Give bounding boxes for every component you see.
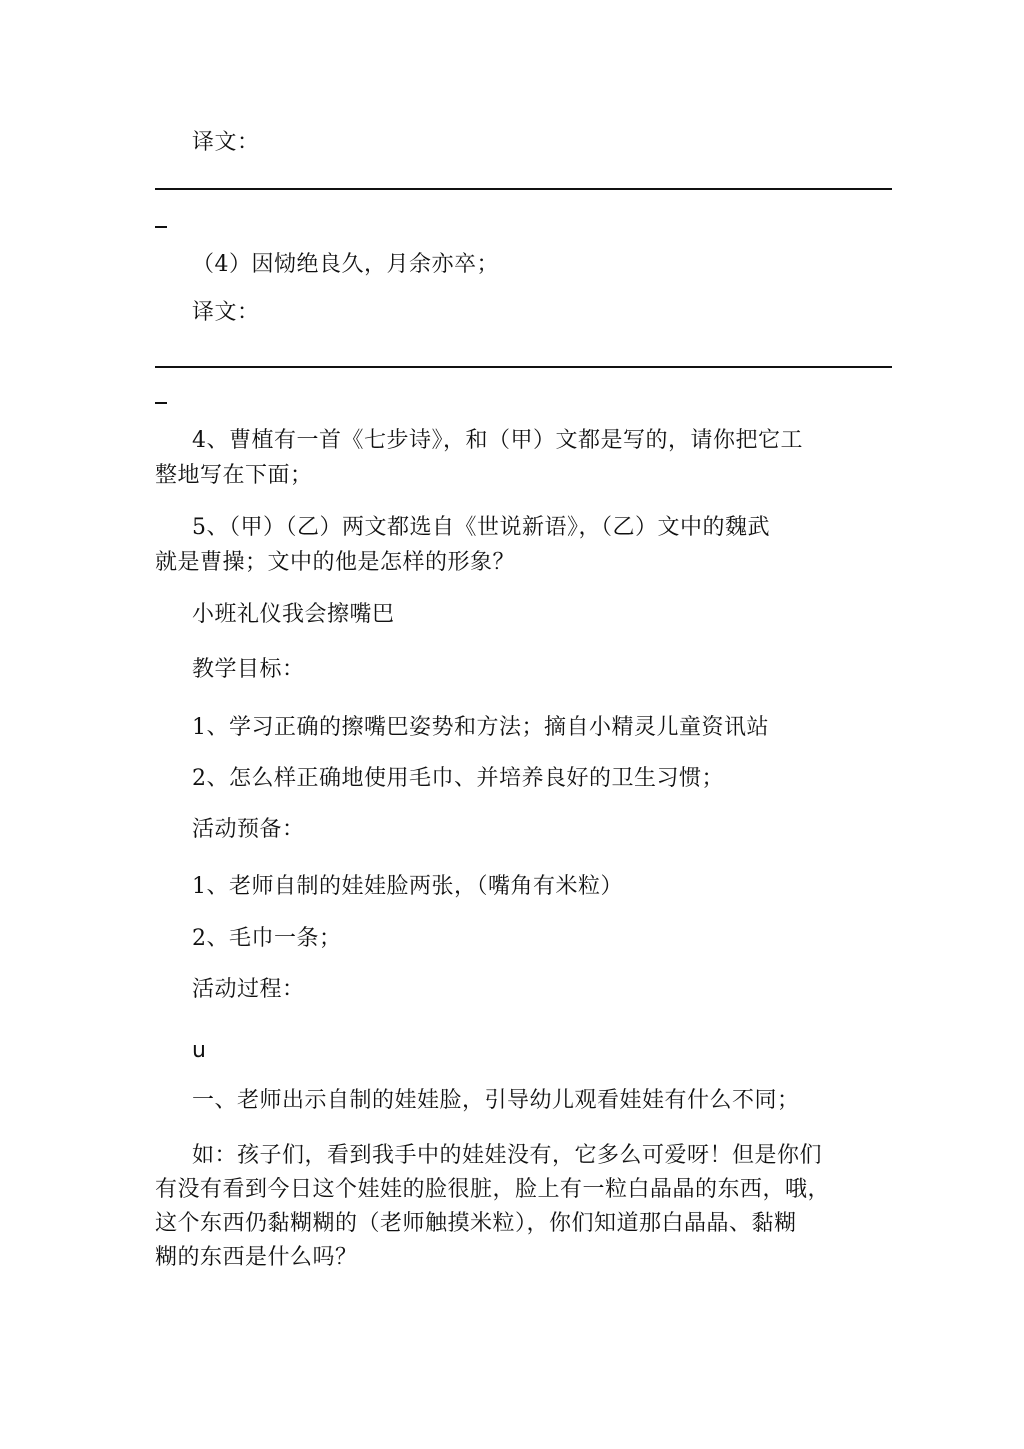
answer-line xyxy=(155,188,892,190)
prep-item: 2、毛巾一条； xyxy=(192,926,342,951)
example-line4: 糊的东西是什么吗？ xyxy=(155,1245,358,1270)
goal-item: 1、学习正确的擦嘴巴姿势和方法；摘自小精灵儿童资讯站 xyxy=(192,715,769,740)
question-5-line1: 5、（甲）（乙）两文都选自《世说新语》，（乙）文中的魏武 xyxy=(192,515,770,540)
stray-character: u xyxy=(192,1038,207,1063)
step-item: 一、老师出示自制的娃娃脸，引导幼儿观看娃娃有什么不同； xyxy=(192,1088,800,1113)
example-line3: 这个东西仍黏糊糊的（老师触摸米粒），你们知道那白晶晶、黏糊 xyxy=(155,1211,797,1236)
example-line1: 如：孩子们，看到我手中的娃娃没有，它多么可爱呀！但是你们 xyxy=(192,1143,823,1168)
answer-line xyxy=(155,366,892,368)
translation-label: 译文： xyxy=(192,130,260,155)
question-item: （4）因恸绝良久，月余亦卒； xyxy=(192,252,499,277)
example-line2: 有没有看到今日这个娃娃的脸很脏，脸上有一粒白晶晶的东西，哦， xyxy=(155,1177,831,1202)
goal-item: 2、怎么样正确地使用毛巾、并培养良好的卫生习惯； xyxy=(192,766,724,791)
question-4-line1: 4、曹植有一首《七步诗》，和（甲）文都是写的，请你把它工 xyxy=(192,428,803,453)
prep-item: 1、老师自制的娃娃脸两张，（嘴角有米粒） xyxy=(192,874,623,899)
question-4-line2: 整地写在下面； xyxy=(155,463,313,488)
prep-heading: 活动预备： xyxy=(192,817,305,842)
answer-line-tail xyxy=(155,226,167,228)
process-heading: 活动过程： xyxy=(192,977,305,1002)
answer-line-tail xyxy=(155,402,167,404)
goals-heading: 教学目标： xyxy=(192,657,305,682)
lesson-title: 小班礼仪我会擦嘴巴 xyxy=(192,602,395,627)
translation-label: 译文： xyxy=(192,300,260,325)
question-5-line2: 就是曹操；文中的他是怎样的形象？ xyxy=(155,550,516,575)
